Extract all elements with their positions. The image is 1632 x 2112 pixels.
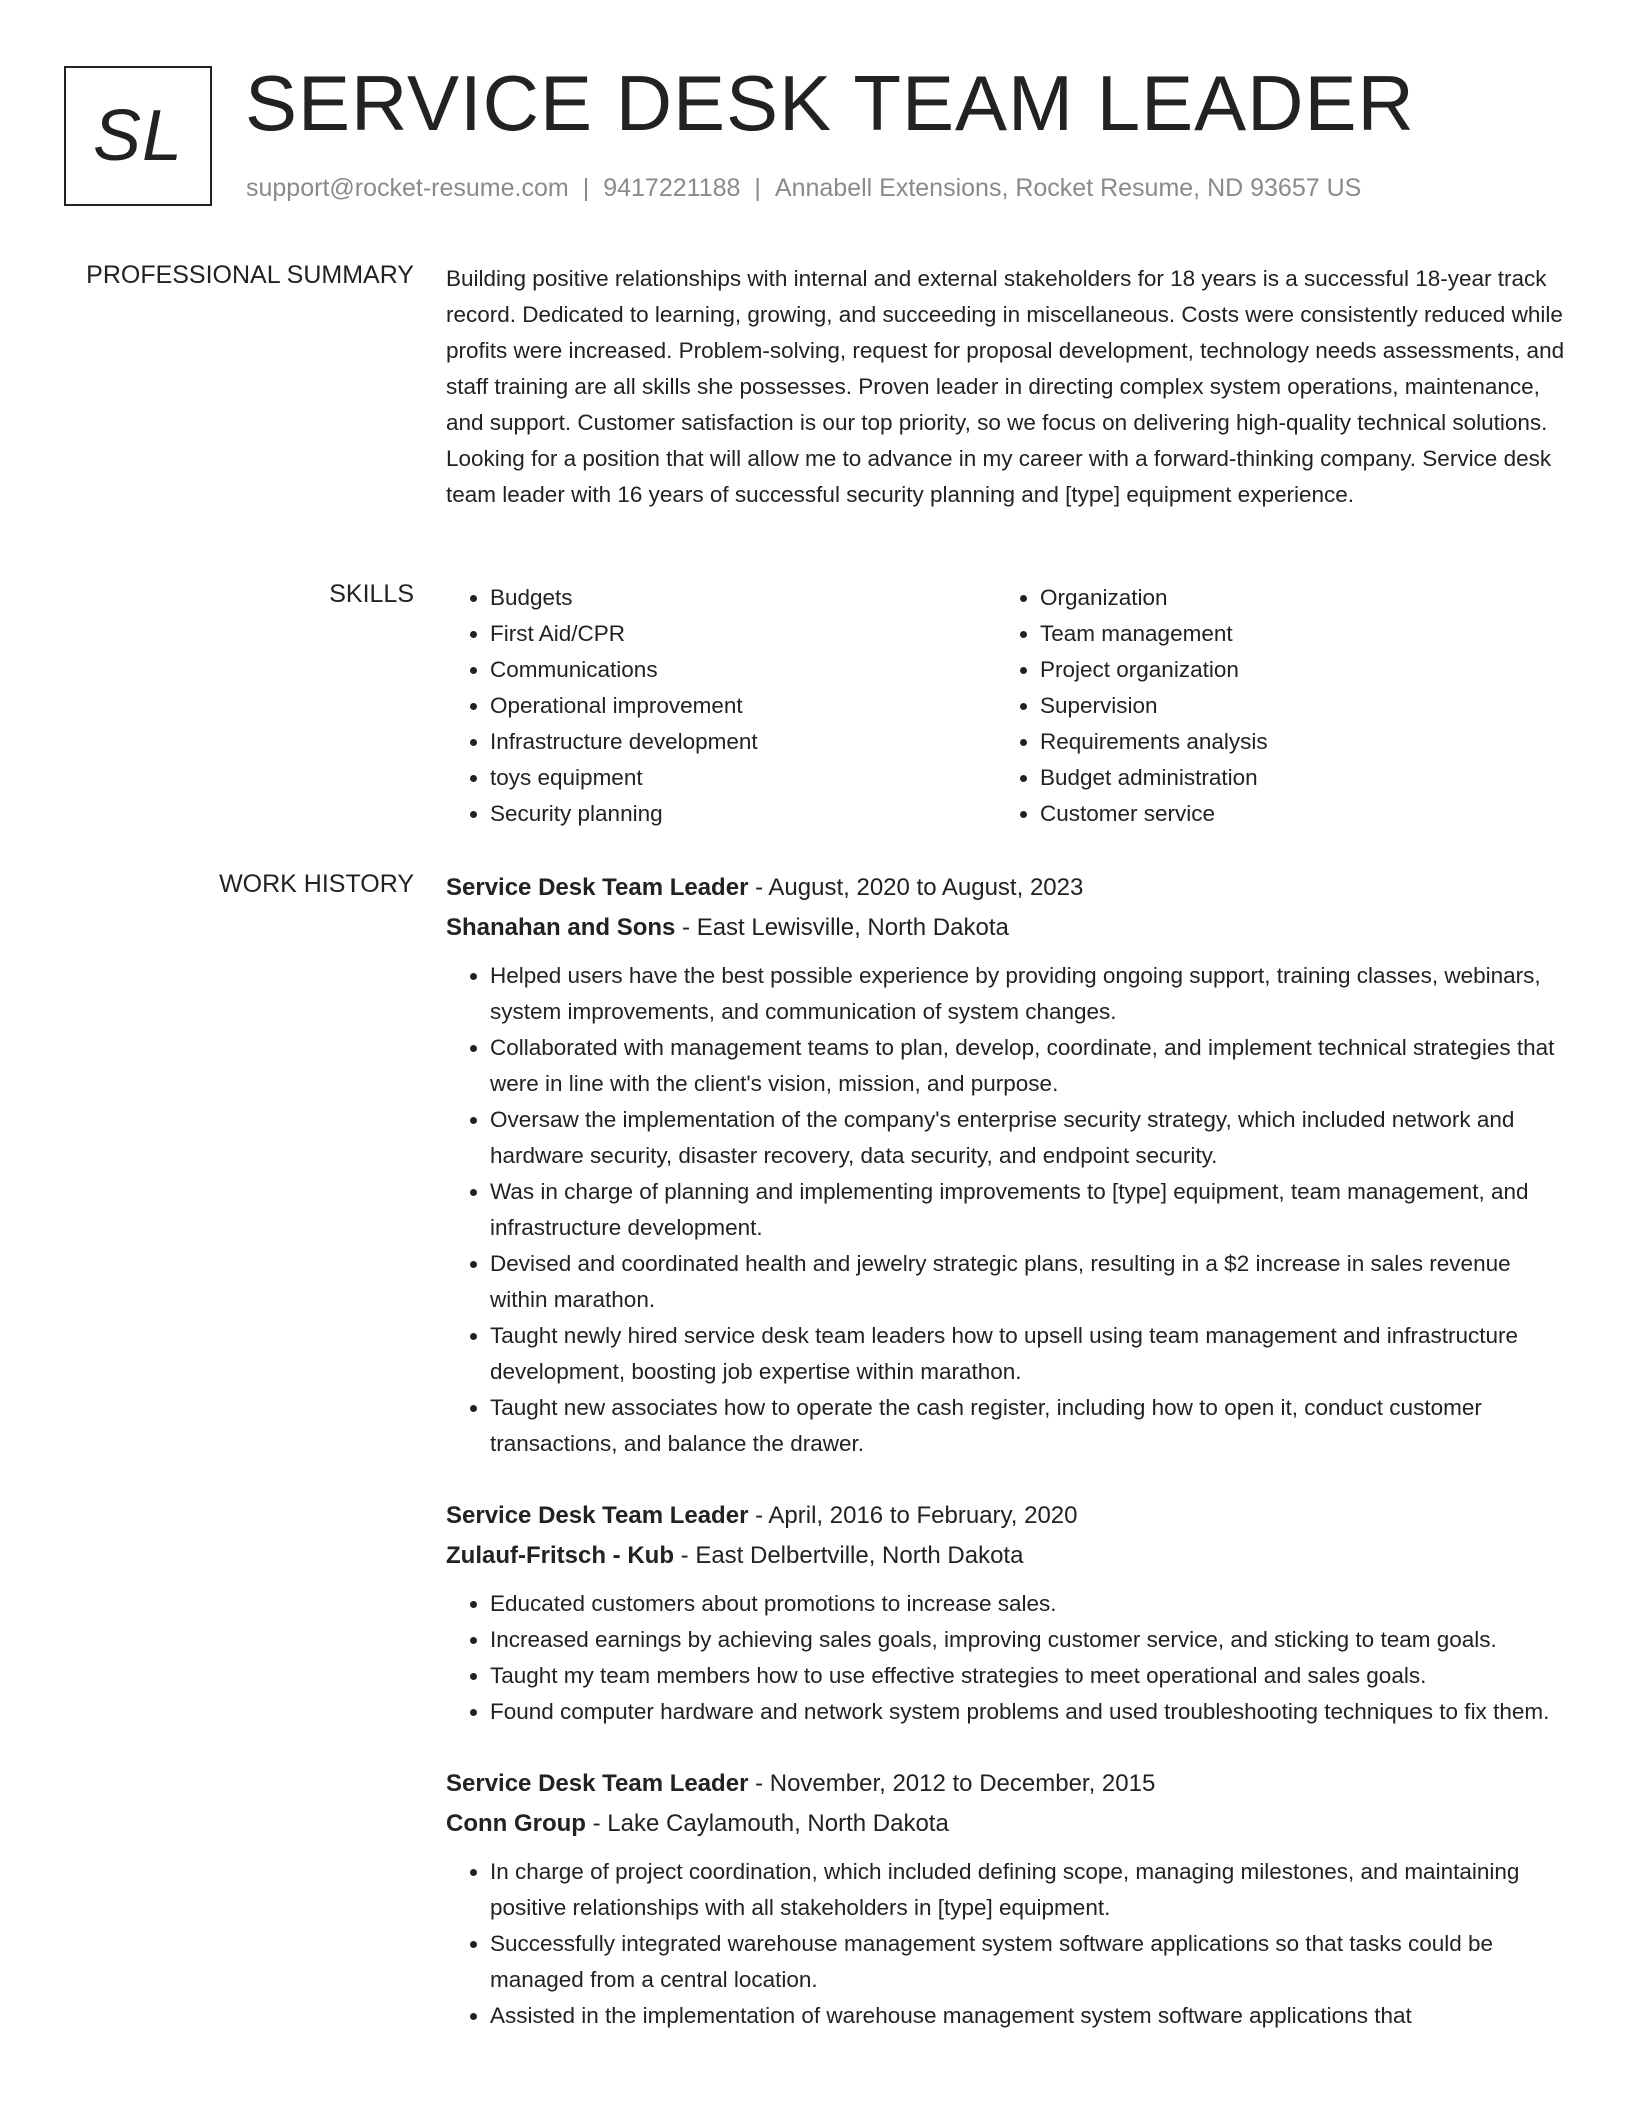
job-company: Shanahan and Sons (446, 914, 676, 941)
contact-separator: | (754, 174, 761, 202)
summary-text: Building positive relationships with internal and external stakeholders for 18 years is a successful 18-year track record. Dedicated to learning, growing, and succeeding in miscellaneous. Costs were consistently reduced while profits were increased. Problem-solving, request for proposal development, technology needs assessments, and staff training are all skills she possesses. Proven leader in directing complex system operations, maintenance, and support. Customer satisfaction is our top priority, so we focus on delivering high-quality technical solutions. Looking for a position that will allow me to advance in my career with a forward-thinking company. Service desk team leader with 16 years of successful security planning and [type] equipment experience. (446, 266, 1565, 507)
contact-separator: | (582, 174, 590, 202)
job-location: - East Lewisville, North Dakota (675, 914, 1009, 941)
job-bullets (446, 1854, 1566, 2034)
job-bullet: • In charge of project coordination, which included defining scope, managing milestones, and maintaining positive relationships with all stakeholders in [type] equipment. (490, 1854, 1566, 1926)
job-entry (446, 868, 1566, 1462)
work-history-body (446, 868, 1566, 2068)
job-title: Service Desk Team Leader (446, 874, 749, 901)
skill-item: • First Aid/CPR (490, 616, 996, 652)
monogram-initials: SL (92, 96, 184, 176)
job-bullet: • Found computer hardware and network system problems and used troubleshooting techniques to fix them. (490, 1694, 1566, 1730)
job-company-line (446, 1804, 1566, 1844)
job-bullet: • Assisted in the implementation of warehouse management system software applications that (490, 1998, 1566, 2034)
summary-body (446, 261, 1566, 513)
skills-body (446, 580, 1566, 832)
resume-title: SERVICE DESK TEAM LEADER (245, 59, 1415, 147)
contact-line (246, 174, 1361, 203)
job-bullet: • Taught newly hired service desk team leaders how to upsell using team management and infrastructure development, boosting job expertise within marathon. (490, 1318, 1566, 1390)
job-bullets (446, 1586, 1566, 1730)
job-title-line (446, 868, 1566, 908)
skill-item: • Budgets (490, 580, 996, 616)
job-bullet: • Taught new associates how to operate the cash register, including how to open it, conduct customer transactions, and balance the drawer. (490, 1390, 1566, 1462)
job-bullets (446, 958, 1566, 1462)
job-bullet: • Collaborated with management teams to plan, develop, coordinate, and implement technical strategies that were in line with the client's vision, mission, and purpose. (490, 1030, 1566, 1102)
job-company-line (446, 908, 1566, 948)
job-dates: - August, 2020 to August, 2023 (748, 874, 1084, 901)
skill-item: • Security planning (490, 796, 996, 832)
skill-item: • Supervision (1040, 688, 1546, 724)
job-company: Zulauf-Fritsch - Kub (446, 1542, 674, 1569)
job-dates: - November, 2012 to December, 2015 (748, 1770, 1156, 1797)
skill-item: • Communications (490, 652, 996, 688)
job-title: Service Desk Team Leader (446, 1502, 749, 1529)
skill-item: • Budget administration (1040, 760, 1546, 796)
job-company: Conn Group (446, 1810, 586, 1837)
job-title: Service Desk Team Leader (446, 1770, 749, 1797)
skill-item: • Operational improvement (490, 688, 996, 724)
job-location: - East Delbertville, North Dakota (673, 1542, 1024, 1569)
contact-email[interactable]: support@rocket-resume.com (246, 174, 569, 202)
skill-item: • Organization (1040, 580, 1546, 616)
skill-item: • Requirements analysis (1040, 724, 1546, 760)
job-location: - Lake Caylamouth, North Dakota (585, 1810, 949, 1837)
job-bullet: • Helped users have the best possible experience by providing ongoing support, training classes, webinars, system improvements, and communication of system changes. (490, 958, 1566, 1030)
skill-item: • Customer service (1040, 796, 1546, 832)
job-bullet: • Successfully integrated warehouse management system software applications so that tasks could be managed from a central location. (490, 1926, 1566, 1998)
skill-item: • toys equipment (490, 760, 996, 796)
summary-heading: PROFESSIONAL SUMMARY (86, 261, 414, 289)
job-bullet: • Oversaw the implementation of the company's enterprise security strategy, which included network and hardware security, disaster recovery, data security, and endpoint security. (490, 1102, 1566, 1174)
job-bullet: • Taught my team members how to use effective strategies to meet operational and sales goals. (490, 1658, 1566, 1694)
job-company-line (446, 1536, 1566, 1576)
job-bullet: • Devised and coordinated health and jewelry strategic plans, resulting in a $2 increase in sales revenue within marathon. (490, 1246, 1566, 1318)
job-entry (446, 1496, 1566, 1730)
job-entry (446, 1764, 1566, 2034)
skill-item: • Project organization (1040, 652, 1546, 688)
skills-heading: SKILLS (329, 580, 414, 608)
job-dates: - April, 2016 to February, 2020 (748, 1502, 1078, 1529)
monogram-box (64, 66, 212, 206)
job-bullet: • Educated customers about promotions to increase sales. (490, 1586, 1566, 1622)
skills-list-right (996, 580, 1546, 832)
skill-item: • Infrastructure development (490, 724, 996, 760)
job-bullet: • Was in charge of planning and implementing improvements to [type] equipment, team management, and infrastructure development. (490, 1174, 1566, 1246)
job-title-line (446, 1764, 1566, 1804)
skills-list-left (446, 580, 996, 832)
contact-phone[interactable]: 9417221188 (603, 174, 741, 202)
skill-item: • Team management (1040, 616, 1546, 652)
job-title-line (446, 1496, 1566, 1536)
work-history-heading: WORK HISTORY (219, 870, 414, 898)
job-bullet: • Increased earnings by achieving sales goals, improving customer service, and sticking to team goals. (490, 1622, 1566, 1658)
contact-address: Annabell Extensions, Rocket Resume, ND 93657 US (774, 174, 1362, 202)
